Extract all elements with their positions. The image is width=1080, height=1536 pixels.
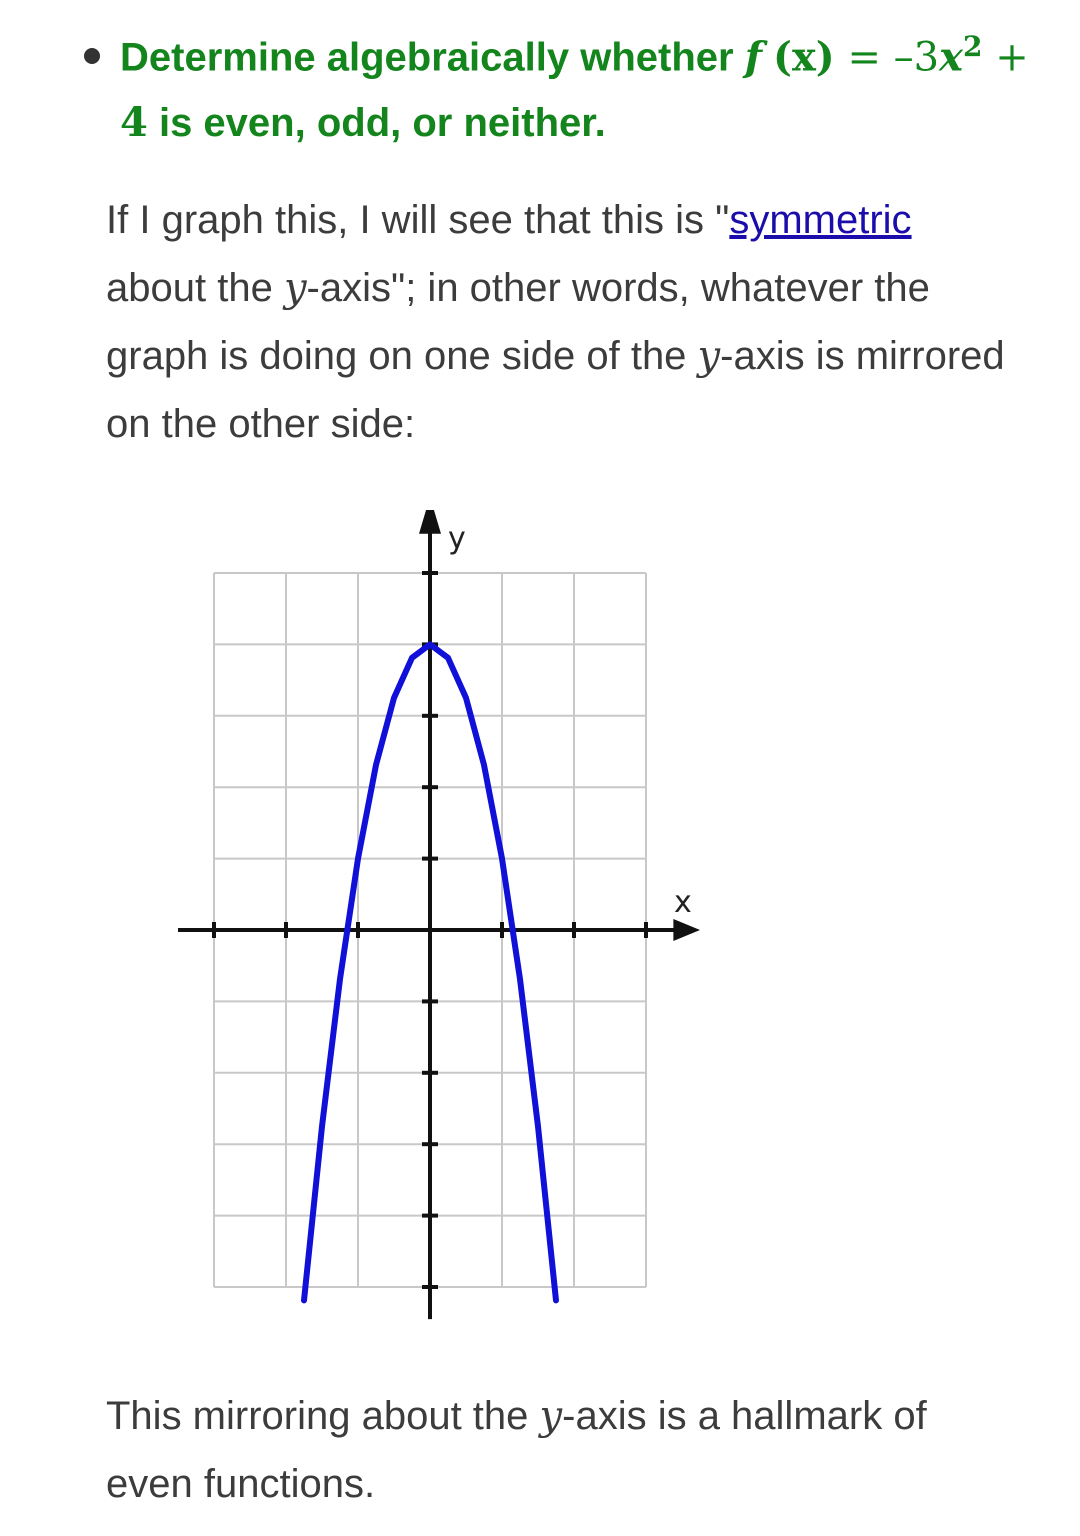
data-point [501, 857, 504, 860]
explanation-paragraph [106, 186, 1006, 458]
para1-text-1: If I graph this, I will see that this is " [106, 198, 730, 242]
data-point [465, 696, 468, 699]
para1-var-y2: y [697, 333, 721, 379]
x-axis-arrow-icon [673, 919, 700, 941]
data-point [393, 696, 396, 699]
para2-text-1: This mirroring about the [106, 1394, 540, 1438]
data-point [321, 1125, 324, 1128]
question-prefix: Determine algebraically whether [120, 35, 745, 80]
data-point [411, 656, 414, 659]
data-point [375, 763, 378, 766]
question-plus: + [982, 34, 1029, 81]
data-point [429, 643, 432, 646]
bullet-icon [84, 48, 100, 64]
parabola-graph [160, 510, 720, 1330]
y-axis-arrow-icon [419, 510, 441, 534]
para1-text-4: -axis is mirrored on the other side: [106, 334, 1005, 446]
question-arg: (x) [773, 33, 835, 81]
data-point [303, 1299, 306, 1302]
question-suffix: is even, odd, or neither. [147, 101, 606, 146]
data-point [339, 978, 342, 981]
question-fn: f [744, 33, 762, 81]
data-point [537, 1125, 540, 1128]
para2-text-2: -axis is a hallmark of even functions. [106, 1394, 927, 1506]
data-point [555, 1299, 558, 1302]
data-point [519, 978, 522, 981]
symmetric-link[interactable]: symmetric [729, 198, 912, 242]
para1-text-3: -axis"; in other words, whatever the graph is doing on one side of the [106, 266, 930, 378]
para2-var-y: y [539, 1393, 563, 1439]
axes [178, 510, 700, 1319]
question-text [120, 14, 1060, 156]
question-constant: 4 [120, 99, 148, 147]
conclusion-paragraph [106, 1382, 1006, 1518]
data-point [447, 656, 450, 659]
question-exponent: 2 [963, 30, 983, 63]
x-axis-label: x [674, 885, 692, 920]
para1-text-2: about the [106, 266, 284, 310]
question-x: x [939, 33, 963, 81]
data-point [483, 763, 486, 766]
y-axis-label: y [448, 521, 466, 556]
para1-var-y1: y [283, 265, 307, 311]
data-point [357, 857, 360, 860]
question-equals: = –3 [834, 34, 940, 81]
